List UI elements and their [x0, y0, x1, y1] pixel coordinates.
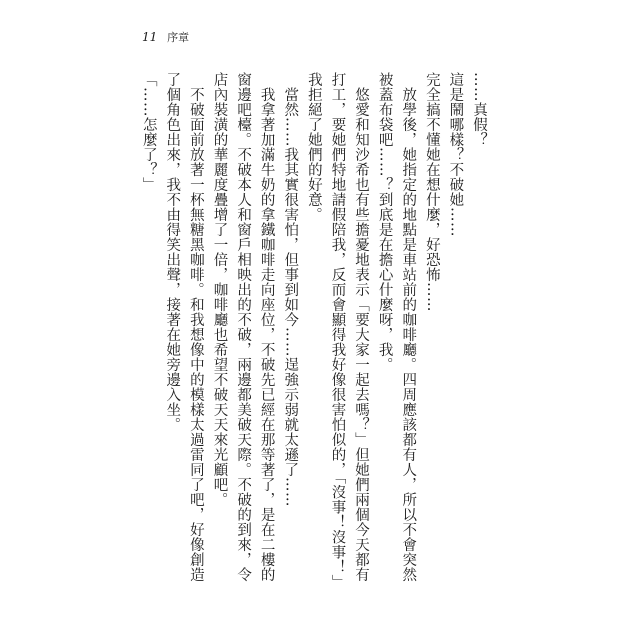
- paragraph: 完全搞不懂她在想什麼，好恐怖……: [423, 72, 440, 312]
- chapter-title: 序章: [167, 31, 190, 44]
- paragraph: ……真假？: [471, 72, 487, 147]
- paragraph: 我拿著加滿牛奶的拿鐵咖啡走向座位，不破先已經在那等著了，是在二樓的窗邊吧檯。不破本人和窗戶相映出的不破，兩邊都美破天際。不破的到來，令店內裝潢的華麗度疊增了一倍，咖啡廳也希望不破天天來光顧吧。: [211, 72, 275, 582]
- vertical-body-text: [140, 72, 490, 592]
- paragraph: 這是鬧哪樣？不破她……: [447, 72, 464, 237]
- paragraph: 「……怎麼了？」: [140, 72, 157, 192]
- paragraph: 悠愛和知沙希也有些擔憂地表示「要大家一起去嗎？」但她們兩個今天都有打工，要她們特地請假陪我，反而會顯得我好像很害怕似的，「沒事！沒事！」我拒絕了她們的好意。: [305, 72, 370, 590]
- paragraph: 放學後，她指定的地點是車站前的咖啡廳。四周應該都有人，所以不會突然被蓋布袋吧……？到底是在擔心什麼呀，我。: [376, 72, 417, 582]
- running-header: [142, 30, 189, 45]
- paragraph: 不破面前放著一杯無糖黑咖啡。和我想像中的模樣太過雷同了吧，好像創造了個角色出來，我不由得笑出聲，接著在她旁邊入坐。: [164, 72, 204, 582]
- paragraph: 當然……我其實很害怕，但事到如今……逞強示弱就太遜了……: [282, 86, 299, 507]
- page-number: 11: [142, 30, 158, 44]
